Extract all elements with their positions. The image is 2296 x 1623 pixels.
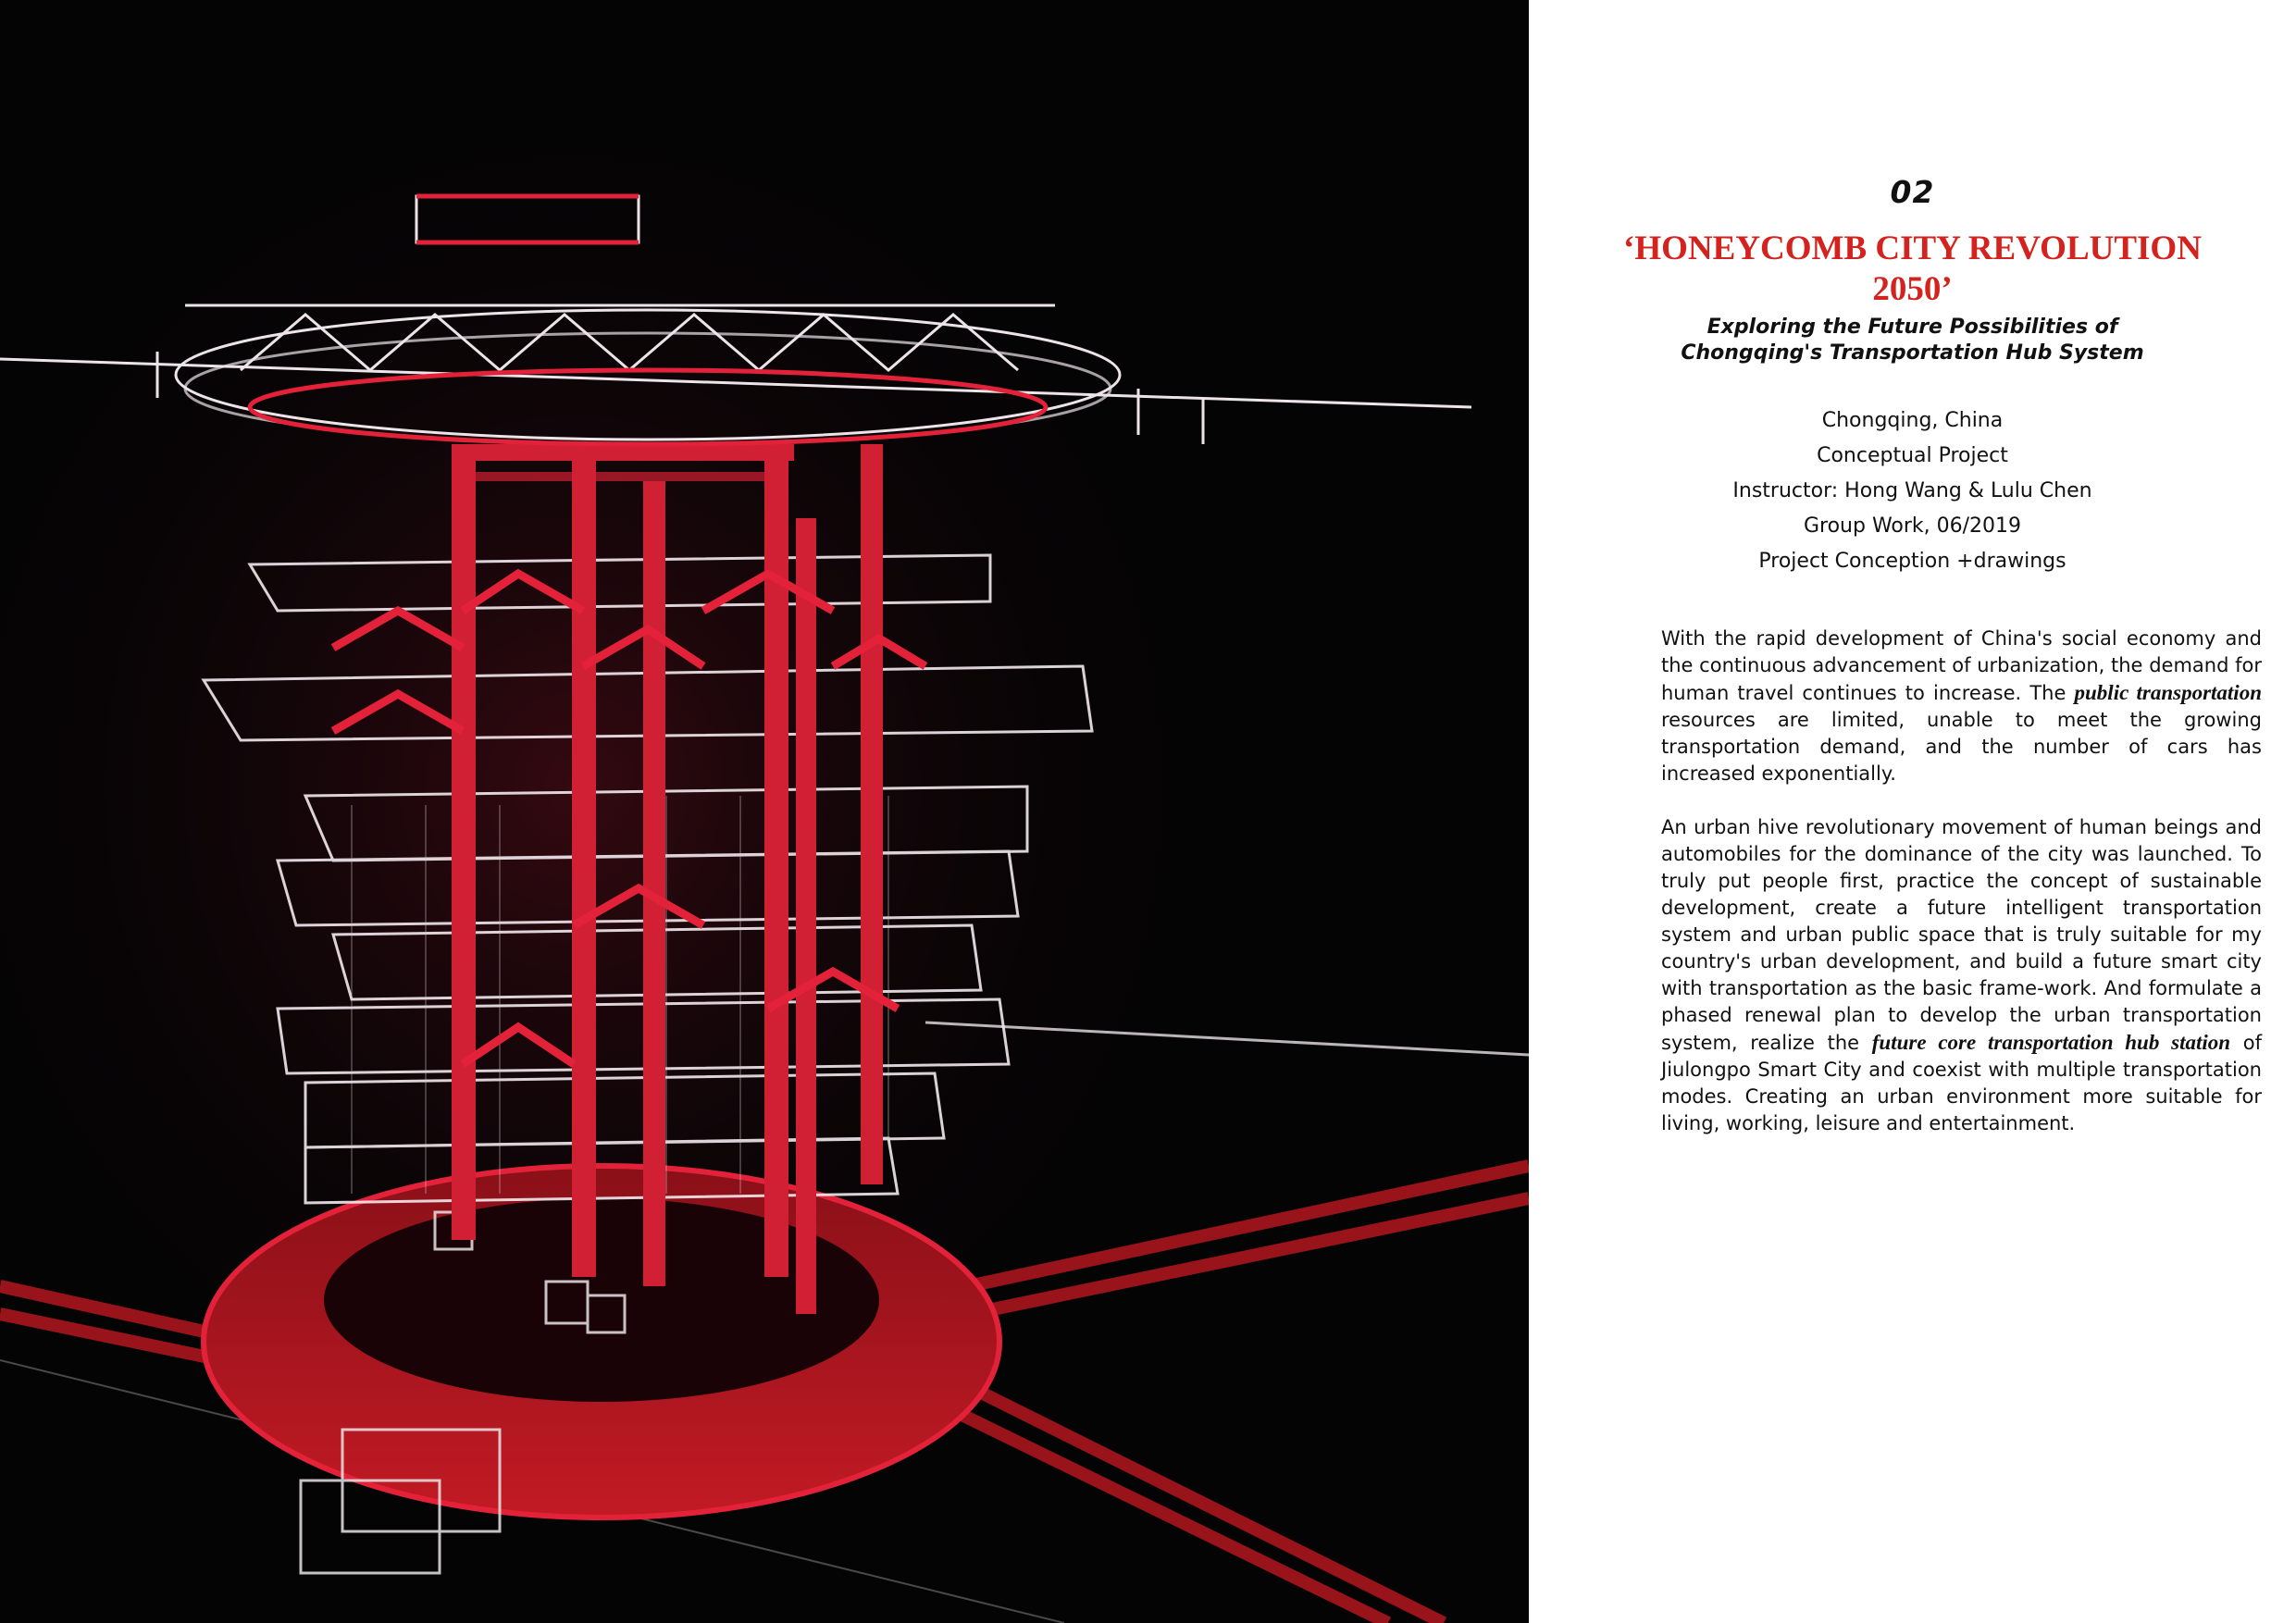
body-text-span: With the rapid development of China's social economy and the continuous advancement of urbanization, the demand for human travel continues to increase. The [1661,627,2262,704]
body-paragraph-1 [1661,626,2262,787]
subtitle-line-1: Exploring the Future Possibilities of [1706,316,2118,339]
project-description-panel [1529,0,2296,1623]
body-paragraph-2 [1661,814,2262,1137]
circular-base [204,1166,999,1518]
project-subtitle [1649,315,2176,366]
project-number: 02 [1890,174,1935,210]
body-text-span: An urban hive revolutionary movement of human beings and automobiles for the dominance of the city was launched. To truly put people first, practice the concept of sustainable development, create a future intelligent transportation system and urban public space that is truly suitable for my country's urban development, and build a future smart city with transportation as the basic frame-work. And formulate a phased renewal plan to develop the urban transportation system, realize the [1661,816,2262,1054]
project-meta [1621,403,2203,579]
emphasis-future-core-hub: future core transportation hub station [1871,1031,2231,1054]
meta-location: Chongqing, China [1821,409,2004,432]
project-body [1661,626,2262,1164]
subtitle-line-2: Chongqing's Transportation Hub System [1681,341,2144,365]
meta-role: Project Conception +drawings [1758,550,2066,573]
meta-type: Conceptual Project [1817,444,2008,467]
emphasis-public-transportation: public transportation [2074,681,2262,704]
meta-instructor: Instructor: Hong Wang & Lulu Chen [1732,479,2092,502]
project-title: ‘HONEYCOMB CITY REVOLUTION 2050’ [1623,229,2202,308]
body-text-span: of Jiulongpo Smart City and coexist with multiple transportation modes. Creating an urban environment more suitable for living, working, leisure and entertainment. [1661,1032,2262,1134]
body-text-span: resources are limited, unable to meet the growing transportation demand, and the number of cars has increased exponentially. [1661,709,2262,785]
meta-work: Group Work, 06/2019 [1803,514,2022,538]
